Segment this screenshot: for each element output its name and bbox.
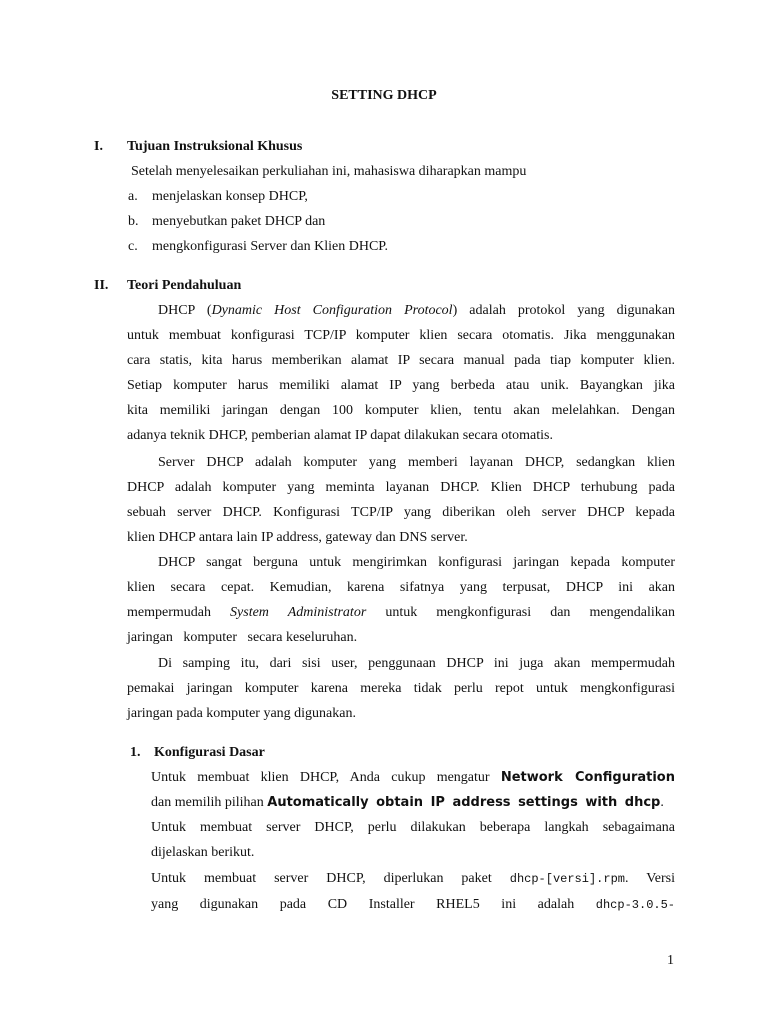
section-1-intro: Setelah menyelesaikan perkuliahan ini, mahasiswa diharapkan mampu [131, 164, 527, 179]
subsection-1-line: dan memilih pilihan Automatically obtain IP address settings with dhcp. [151, 795, 664, 810]
section-1-number: I. [94, 139, 103, 154]
paragraph-2-line: Server DHCP adalah komputer yang memberi layanan DHCP, sedangkan klien [158, 455, 675, 470]
paragraph-4-line: pemakai jaringan komputer karena mereka tidak perlu repot untuk mengkonfigurasi [127, 681, 675, 696]
paragraph-3-line: mempermudah System Administrator untuk mengkonfigurasi dan mengendalikan [127, 605, 675, 620]
page-number: 1 [667, 953, 674, 968]
section-2-title: Teori Pendahuluan [127, 278, 242, 293]
subsection-1-heading [130, 745, 265, 761]
paragraph-3-line: klien secara cepat. Kemudian, karena sifatnya yang terpusat, DHCP ini akan [127, 580, 675, 595]
paragraph-2-line: klien DHCP antara lain IP address, gateway dan DNS server. [127, 530, 468, 545]
subsection-1-line: Untuk membuat server DHCP, perlu dilakukan beberapa langkah sebagaimana [151, 820, 675, 835]
paragraph-4-line: Di samping itu, dari sisi user, penggunaan DHCP ini juga akan mempermudah [158, 656, 675, 671]
paragraph-1-line: DHCP (Dynamic Host Configuration Protocol) adalah protokol yang digunakan [158, 303, 675, 318]
subsection-1-line: Untuk membuat server DHCP, diperlukan paket dhcp-[versi].rpm. Versi [151, 871, 675, 886]
paragraph-2-line: DHCP adalah komputer yang meminta layanan DHCP. Klien DHCP terhubung pada [127, 480, 675, 495]
list-item: a. menjelaskan konsep DHCP, [128, 189, 308, 204]
subsection-1-line: yang digunakan pada CD Installer RHEL5 ini adalah dhcp-3.0.5- [151, 897, 675, 912]
paragraph-3-line: DHCP sangat berguna untuk mengirimkan konfigurasi jaringan kepada komputer [158, 555, 675, 570]
list-item: c. mengkonfigurasi Server dan Klien DHCP. [128, 239, 389, 254]
subsection-1-line: Untuk membuat klien DHCP, Anda cukup mengatur Network Configuration [151, 770, 675, 785]
paragraph-1-line: untuk membuat konfigurasi TCP/IP komputer klien secara otomatis. Jika menggunakan [127, 328, 675, 343]
subsection-1-number: 1. [130, 745, 141, 760]
paragraph-4-line: jaringan pada komputer yang digunakan. [127, 706, 356, 721]
paragraph-1-line: adanya teknik DHCP, pemberian alamat IP dapat dilakukan secara otomatis. [127, 428, 553, 443]
section-2-number: II. [94, 278, 109, 293]
list-item: b. menyebutkan paket DHCP dan [128, 214, 326, 229]
paragraph-1-line: kita memiliki jaringan dengan 100 komputer klien, tentu akan melelahkan. Dengan [127, 403, 675, 418]
paragraph-1-line: cara statis, kita harus memberikan alamat IP secara manual pada tiap komputer klien. [127, 353, 675, 368]
paragraph-1-line: Setiap komputer harus memiliki alamat IP yang berbeda atau unik. Bayangkan jika [127, 378, 675, 393]
document-title: SETTING DHCP [331, 88, 437, 103]
section-1-heading [94, 139, 302, 155]
subsection-1-line: dijelaskan berikut. [151, 845, 255, 860]
subsection-1-title: Konfigurasi Dasar [154, 745, 265, 760]
section-1-title: Tujuan Instruksional Khusus [127, 139, 303, 154]
paragraph-3-line: jaringan komputer secara keseluruhan. [127, 630, 358, 645]
paragraph-2-line: sebuah server DHCP. Konfigurasi TCP/IP yang diberikan oleh server DHCP kepada [127, 505, 675, 520]
section-2-heading [94, 278, 241, 294]
